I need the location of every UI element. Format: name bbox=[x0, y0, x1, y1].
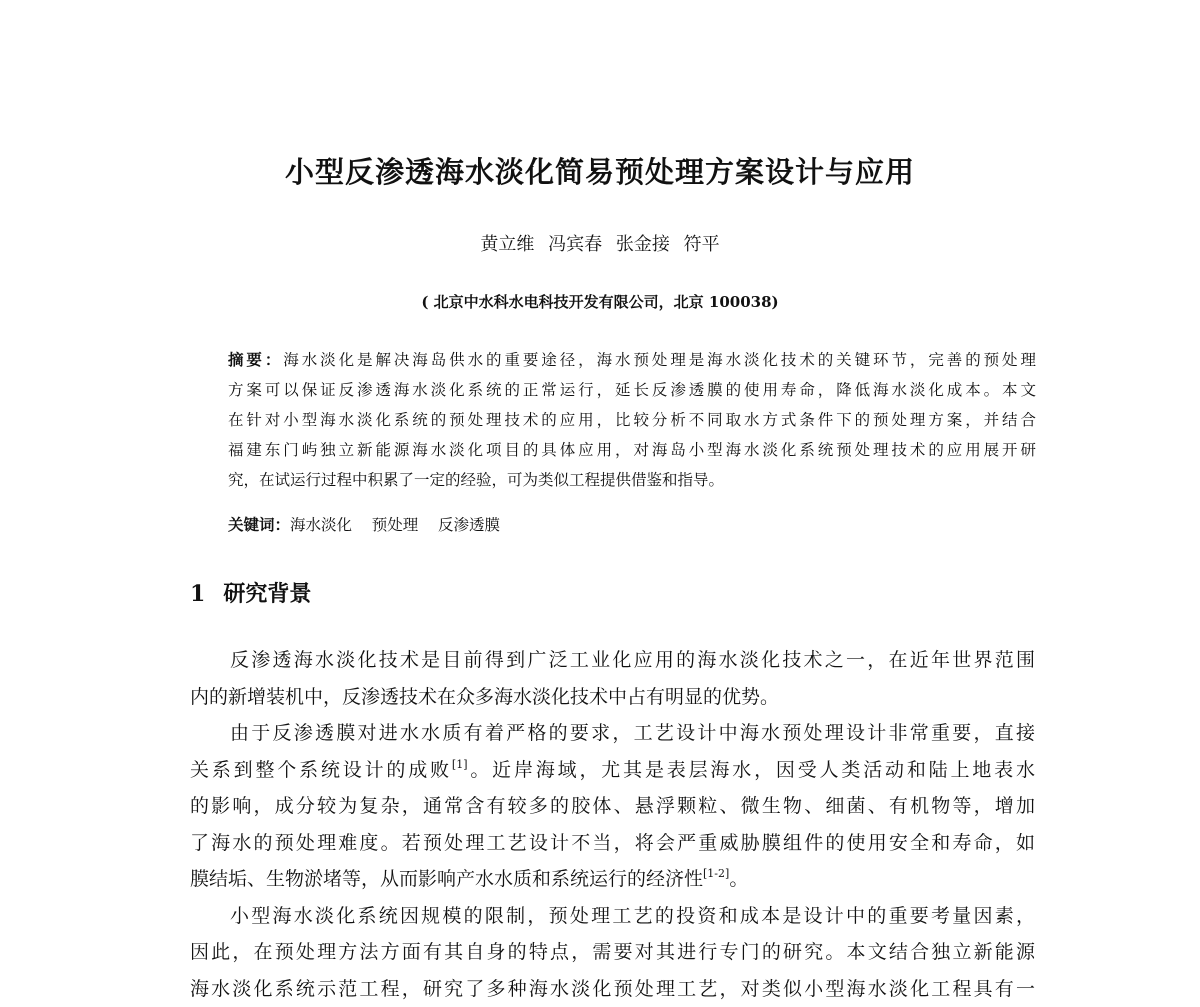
paper-title: 小型反渗透海水淡化简易预处理方案设计与应用 bbox=[0, 150, 1200, 191]
body-line bbox=[190, 934, 1035, 971]
abstract bbox=[228, 345, 1036, 495]
keyword: 预处理 bbox=[372, 516, 419, 534]
abstract-line: 究，在试运行过程中积累了一定的经验，可为类似工程提供借鉴和指导。 bbox=[228, 465, 1036, 495]
citation-ref: [1] bbox=[452, 758, 468, 771]
body-text-segment: 。 bbox=[729, 868, 748, 890]
abstract-line: 在针对小型海水淡化系统的预处理技术的应用，比较分析不同取水方式条件下的预处理方案，并结合 bbox=[228, 405, 1036, 435]
abstract-text: 海水淡化是解决海岛供水的重要途径，海水预处理是海水淡化技术的关键环节，完善的预处理 bbox=[283, 351, 1036, 369]
body-text-segment: 内的新增装机中，反渗透技术在众多海水淡化技术中占有明显的优势。 bbox=[190, 686, 779, 708]
keywords-label: 关键词： bbox=[228, 516, 290, 534]
body-line bbox=[190, 898, 1035, 935]
body-line bbox=[190, 788, 1035, 825]
authors: 黄立维 冯宾春 张金接 符平 bbox=[0, 230, 1200, 256]
body-text-segment: 小型海水淡化系统因规模的限制，预处理工艺的投资和成本是设计中的重要考量因素， bbox=[230, 905, 1035, 927]
body-text-segment: 的影响，成分较为复杂，通常含有较多的胶体、悬浮颗粒、微生物、细菌、有机物等，增加 bbox=[190, 795, 1035, 817]
body-text-segment: 反渗透海水淡化技术是目前得到广泛工业化应用的海水淡化技术之一，在近年世界范围 bbox=[230, 649, 1035, 671]
body-text-segment: 。近岸海域，尤其是表层海水，因受人类活动和陆上地表水 bbox=[468, 759, 1035, 781]
section-number: 1 bbox=[190, 581, 205, 607]
body-line bbox=[190, 679, 1035, 716]
keyword: 海水淡化 bbox=[290, 516, 352, 534]
citation-ref: [1-2] bbox=[703, 867, 729, 880]
body-text-segment: 由于反渗透膜对进水水质有着严格的要求，工艺设计中海水预处理设计非常重要，直接 bbox=[230, 722, 1035, 744]
body-line bbox=[190, 971, 1035, 1007]
body-text-segment: 了海水的预处理难度。若预处理工艺设计不当，将会严重威胁膜组件的使用安全和寿命，如 bbox=[190, 832, 1035, 854]
body-line bbox=[190, 861, 1035, 898]
keyword: 反渗透膜 bbox=[438, 516, 500, 534]
body-line bbox=[190, 642, 1035, 679]
body-line bbox=[190, 752, 1035, 789]
abstract-label: 摘要： bbox=[228, 351, 283, 369]
affiliation: ( 北京中水科水电科技开发有限公司，北京 100038) bbox=[0, 291, 1200, 312]
section-title: 研究背景 bbox=[223, 581, 311, 607]
body-text-segment: 海水淡化系统示范工程，研究了多种海水淡化预处理工艺，对类似小型海水淡化工程具有一 bbox=[190, 978, 1035, 1000]
abstract-line bbox=[228, 345, 1036, 375]
body-text-segment: 关系到整个系统设计的成败 bbox=[190, 759, 452, 781]
body-text-segment: 膜结垢、生物淤堵等，从而影响产水水质和系统运行的经济性 bbox=[190, 868, 703, 890]
keywords bbox=[228, 513, 500, 535]
body-line bbox=[190, 825, 1035, 862]
body-text bbox=[190, 642, 1035, 1007]
abstract-line: 福建东门屿独立新能源海水淡化项目的具体应用，对海岛小型海水淡化系统预处理技术的应用展开研 bbox=[228, 435, 1036, 465]
body-text-segment: 因此，在预处理方法方面有其自身的特点，需要对其进行专门的研究。本文结合独立新能源 bbox=[190, 941, 1035, 963]
body-line bbox=[190, 715, 1035, 752]
section-heading bbox=[190, 577, 311, 608]
abstract-line: 方案可以保证反渗透海水淡化系统的正常运行，延长反渗透膜的使用寿命，降低海水淡化成本。本文 bbox=[228, 375, 1036, 405]
